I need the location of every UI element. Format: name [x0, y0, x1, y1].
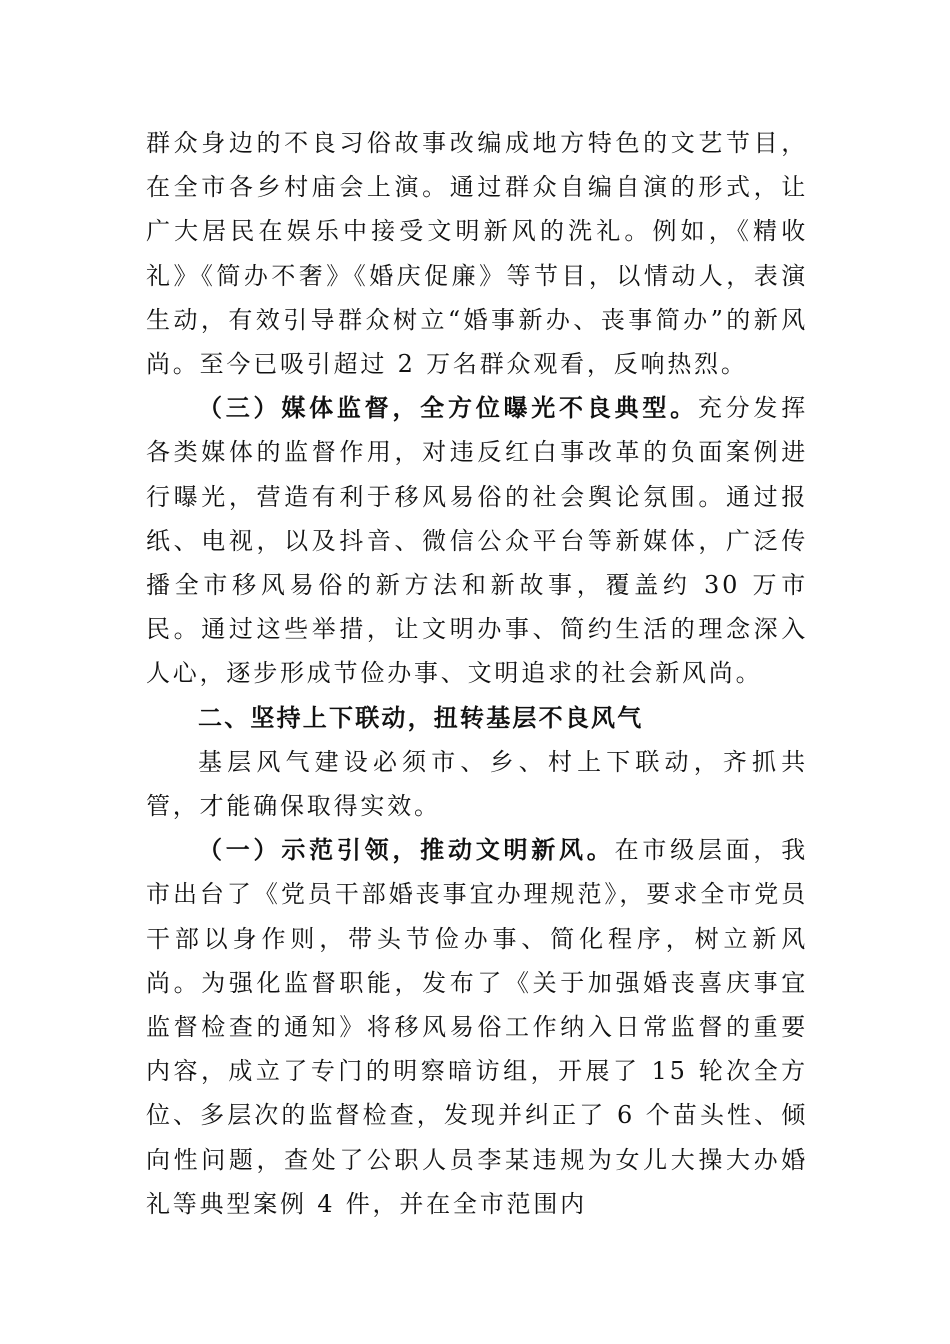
- section-heading-two: 二、坚持上下联动，扭转基层不良风气: [198, 703, 644, 732]
- paragraph-demonstration: [146, 828, 808, 1226]
- paragraph-body-demonstration: 在市级层面，我市出台了《党员干部婚丧事宜办理规范》，要求全市党员干部以身作则，带头节俭办事、简化程序，树立新风尚。为强化监督职能，发布了《关于加强婚丧喜庆事宜监督检查的通知》将移风易俗工作纳入日常监督的重要内容，成立了专门的明察暗访组，开展了 15 轮次全方位、多层次的监督检查，发现并纠正了 6 个苗头性、倾向性问题，查处了公职人员李某违规为女儿大操大办婚礼等典型案例 4 件，并在全市范围内: [146, 836, 809, 1218]
- paragraph-body-media-supervision: 充分发挥各类媒体的监督作用，对违反红白事改革的负面案例进行曝光，营造有利于移风易俗的社会舆论氛围。通过报纸、电视，以及抖音、微信公众平台等新媒体，广泛传播全市移风易俗的新方法和新故事，覆盖约 30 万市民。通过这些举措，让文明办事、简约生活的理念深入人心，逐步形成节俭办事、文明追求的社会新风尚。: [146, 394, 809, 688]
- paragraph-lead-demonstration: （一）示范引领，推动文明新风。: [198, 836, 615, 865]
- document-page: [146, 121, 808, 1226]
- paragraph-media-supervision: [146, 386, 808, 695]
- paragraph-grassroots-intro: 基层风气建设必须市、乡、村上下联动，齐抓共管，才能确保取得实效。: [146, 747, 808, 821]
- paragraph-cultural-programs: 群众身边的不良习俗故事改编成地方特色的文艺节目，在全市各乡村庙会上演。通过群众自编自演的形式，让广大居民在娱乐中接受文明新风的洗礼。例如，《精收礼》《简办不奢》《婚庆促廉》等节目，以情动人，表演生动，有效引导群众树立“婚事新办、丧事简办”的新风尚。至今已吸引超过 2 万名群众观看，反响热烈。: [146, 129, 808, 379]
- paragraph-lead-media-supervision: （三）媒体监督，全方位曝光不良典型。: [198, 394, 698, 423]
